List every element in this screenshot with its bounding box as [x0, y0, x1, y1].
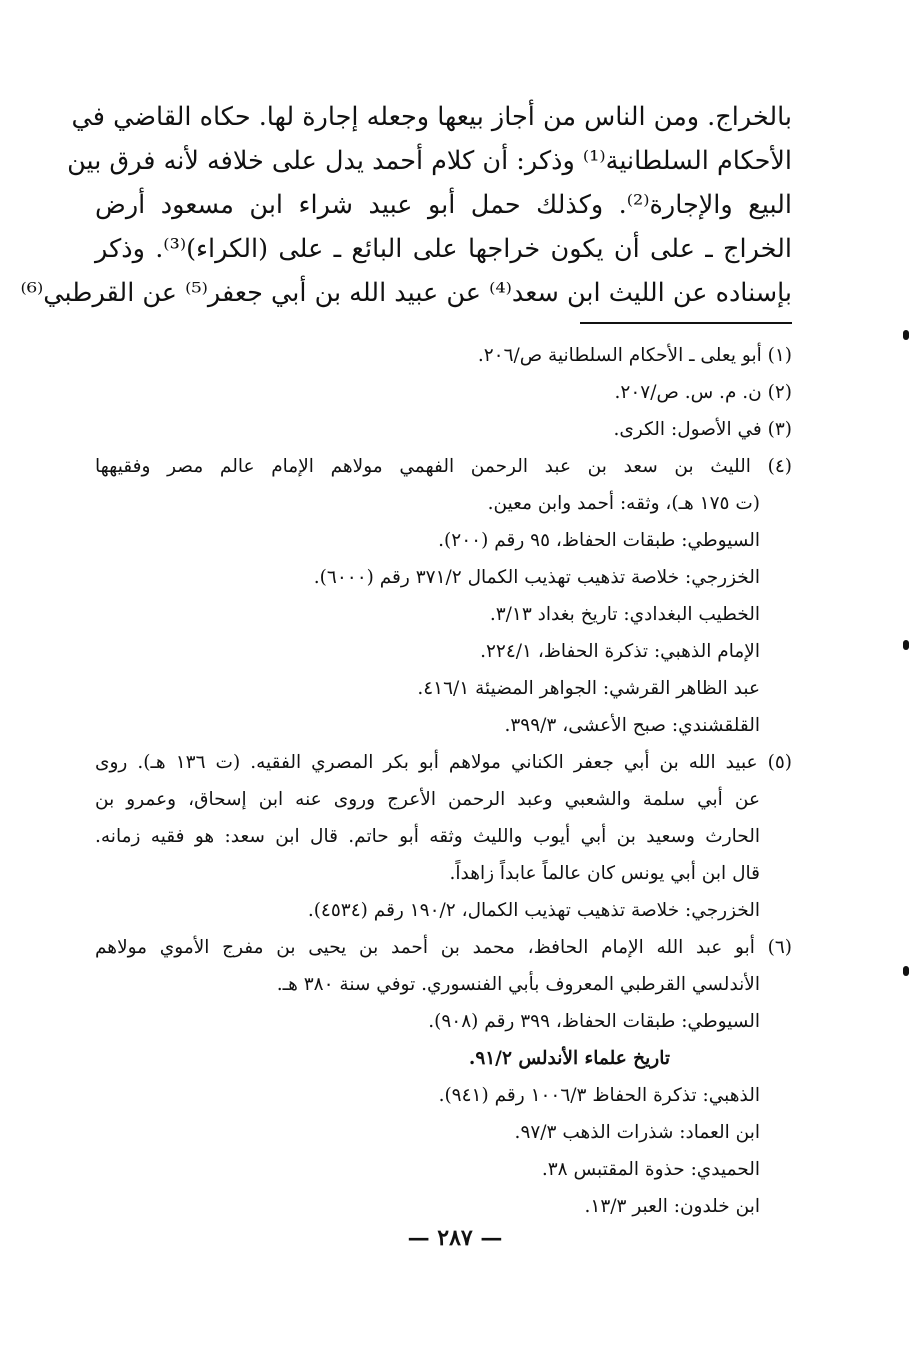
footnote-6-line-2: الأندلسي القرطبي المعروف بأبي الفنسوري. توفي سنة ٣٨٠ هـ.	[276, 974, 760, 995]
body-line-5: بإسناده عن الليث ابن سعد⁽⁴⁾ عن عبيد الله بن أبي جعفر⁽⁵⁾ عن القرطبي⁽⁶⁾	[20, 278, 792, 308]
scan-mark	[903, 330, 909, 340]
footnote-5-line-3: الحارث وسعيد بن أبي أيوب والليث وثقه أبو حاتم. قال ابن سعد: هو فقيه زمانه.	[95, 826, 760, 847]
footnote-4-line-8: القلقشندي: صبح الأعشى، ٣٩٩/٣.	[504, 715, 760, 736]
footnote-1: (١) أبو يعلى ـ الأحكام السلطانية ص/٢٠٦.	[477, 345, 792, 366]
scan-mark	[903, 640, 909, 650]
footnote-5-line-5: الخزرجي: خلاصة تذهيب تهذيب الكمال، ١٩٠/٢ رقم (٤٥٣٤).	[307, 900, 760, 921]
footnote-separator	[580, 322, 792, 324]
scan-mark	[903, 966, 909, 976]
page-number: — ٢٨٧ —	[407, 1225, 503, 1251]
footnote-3: (٣) في الأصول: الكرى.	[613, 419, 792, 440]
footnote-6-line-4: تاريخ علماء الأندلس ٩١/٢.	[468, 1048, 670, 1069]
footnote-6-line-1: (٦) أبو عبد الله الإمام الحافظ، محمد بن أحمد بن يحيى بن مفرج الأموي مولاهم	[95, 937, 792, 958]
footnote-2: (٢) ن. م. س. ص/٢٠٧.	[614, 382, 792, 403]
footnote-4-line-7: عبد الظاهر القرشي: الجواهر المضيئة ٤١٦/١.	[417, 678, 760, 699]
footnote-4-line-6: الإمام الذهبي: تذكرة الحفاظ، ٢٢٤/١.	[480, 641, 760, 662]
body-line-3: البيع والإجارة⁽²⁾. وكذلك حمل أبو عبيد شراء ابن مسعود أرض	[95, 190, 792, 220]
body-line-2: الأحكام السلطانية⁽¹⁾ وذكر: أن كلام أحمد يدل على خلافه لأنه فرق بين	[67, 146, 792, 176]
footnote-4-line-3: السيوطي: طبقات الحفاظ، ٩٥ رقم (٢٠٠).	[438, 530, 760, 551]
footnote-6-line-7: الحميدي: حذوة المقتبس ٣٨.	[541, 1159, 760, 1180]
footnote-6-line-3: السيوطي: طبقات الحفاظ، ٣٩٩ رقم (٩٠٨).	[428, 1011, 760, 1032]
body-line-1: بالخراج. ومن الناس من أجاز بيعها وجعله إجارة لها. حكاه القاضي في	[71, 102, 792, 132]
footnote-6-line-5: الذهبي: تذكرة الحفاظ ١٠٠٦/٣ رقم (٩٤١).	[438, 1085, 760, 1106]
footnote-4-line-2: (ت ١٧٥ هـ)، وثقه: أحمد وابن معين.	[487, 493, 760, 514]
body-line-4: الخراج ـ على أن يكون خراجها على البائع ـ على (الكراء)⁽³⁾. وذكر	[95, 234, 792, 264]
footnote-4-line-5: الخطيب البغدادي: تاريخ بغداد ٣/١٣.	[489, 604, 760, 625]
footnote-5-line-2: عن أبي سلمة والشعبي وعبد الرحمن الأعرج وروى عنه ابن إسحاق، وعمرو بن	[95, 789, 760, 810]
footnote-4-line-4: الخزرجي: خلاصة تذهيب تهذيب الكمال ٣٧١/٢ رقم (٦٠٠٠).	[313, 567, 760, 588]
footnote-6-line-8: ابن خلدون: العبر ١٣/٣.	[584, 1196, 760, 1217]
footnote-5-line-1: (٥) عبيد الله بن أبي جعفر الكناني مولاهم أبو بكر المصري الفقيه. (ت ١٣٦ هـ). روى	[95, 752, 792, 773]
footnote-6-line-6: ابن العماد: شذرات الذهب ٩٧/٣.	[514, 1122, 760, 1143]
footnote-5-line-4: قال ابن أبي يونس كان عالماً عابداً زاهداً.	[449, 863, 760, 884]
main-text	[20, 94, 792, 324]
footnote-4-line-1: (٤) الليث بن سعد بن عبد الرحمن الفهمي مولاهم الإمام عالم مصر وفقيهها	[95, 456, 792, 477]
